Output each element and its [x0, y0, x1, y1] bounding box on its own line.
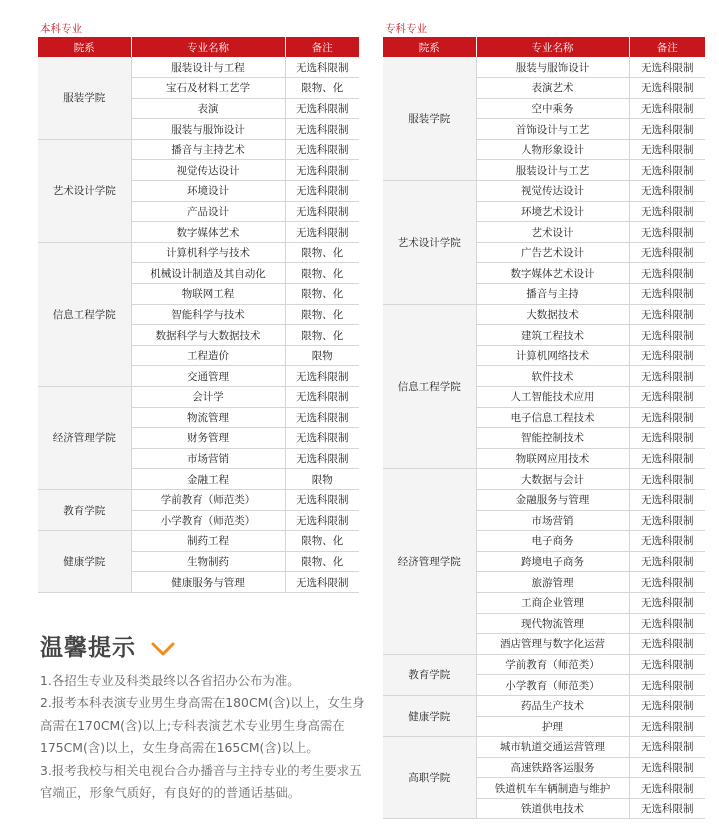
major-name: 现代物流管理: [476, 613, 629, 634]
subject-requirement: 无选科限制: [629, 675, 705, 696]
subject-requirement: 无选科限制: [629, 798, 705, 819]
major-name: 服装设计与工艺: [476, 160, 629, 181]
major-name: 金融服务与管理: [476, 489, 629, 510]
major-name: 工程造价: [131, 345, 285, 366]
table-row: [383, 654, 705, 675]
subject-requirement: 限物、化: [285, 531, 359, 552]
subject-requirement: 无选科限制: [629, 510, 705, 531]
table-row: [383, 469, 705, 490]
subject-requirement: 限物、化: [285, 551, 359, 572]
major-name: 物联网工程: [131, 284, 285, 305]
major-name: 制药工程: [131, 531, 285, 552]
subject-requirement: 无选科限制: [285, 428, 359, 449]
subject-requirement: 无选科限制: [285, 572, 359, 593]
tip-item: 1.各招生专业及科类最终以各省招办公布为准。: [40, 673, 300, 688]
subject-requirement: 无选科限制: [629, 139, 705, 160]
subject-requirement: 无选科限制: [285, 98, 359, 119]
major-name: 宝石及材料工艺学: [131, 78, 285, 99]
college-name: 教育学院: [383, 654, 476, 695]
junior-college-majors-table: [383, 37, 705, 819]
major-name: 金融工程: [131, 469, 285, 490]
major-name: 服装与服饰设计: [476, 57, 629, 78]
tips-list: [40, 670, 365, 804]
major-name: 环境艺术设计: [476, 201, 629, 222]
subject-requirement: 无选科限制: [629, 407, 705, 428]
major-name: 人物形象设计: [476, 139, 629, 160]
header-remark: 备注: [629, 37, 705, 57]
subject-requirement: 无选科限制: [629, 634, 705, 655]
table-row: [38, 57, 359, 78]
table-row: [38, 531, 359, 552]
subject-requirement: 无选科限制: [285, 139, 359, 160]
major-name: 人工智能技术应用: [476, 387, 629, 408]
subject-requirement: 无选科限制: [285, 448, 359, 469]
subject-requirement: 无选科限制: [629, 592, 705, 613]
subject-requirement: 限物、化: [285, 304, 359, 325]
major-name: 生物制药: [131, 551, 285, 572]
major-name: 视觉传达设计: [476, 181, 629, 202]
subject-requirement: 无选科限制: [629, 57, 705, 78]
chevron-down-icon: [150, 641, 176, 657]
table-row: [38, 242, 359, 263]
subject-requirement: 无选科限制: [629, 428, 705, 449]
undergraduate-section-title: 本科专业: [40, 23, 82, 35]
subject-requirement: 限物: [285, 345, 359, 366]
subject-requirement: 限物、化: [285, 284, 359, 305]
table-row: [38, 387, 359, 408]
major-name: 工商企业管理: [476, 592, 629, 613]
major-name: 旅游管理: [476, 572, 629, 593]
college-name: 健康学院: [383, 695, 476, 736]
junior-college-section-title: 专科专业: [385, 23, 427, 35]
major-name: 广告艺术设计: [476, 242, 629, 263]
major-name: 机械设计制造及其自动化: [131, 263, 285, 284]
major-name: 物联网应用技术: [476, 448, 629, 469]
major-name: 智能控制技术: [476, 428, 629, 449]
college-name: 经济管理学院: [38, 387, 131, 490]
table-row: [383, 181, 705, 202]
major-name: 城市轨道交通运营管理: [476, 737, 629, 758]
major-name: 电子商务: [476, 531, 629, 552]
subject-requirement: 无选科限制: [629, 78, 705, 99]
subject-requirement: 无选科限制: [629, 572, 705, 593]
major-name: 交通管理: [131, 366, 285, 387]
college-name: 信息工程学院: [38, 242, 131, 386]
major-name: 艺术设计: [476, 222, 629, 243]
subject-requirement: 无选科限制: [285, 366, 359, 387]
major-name: 大数据与会计: [476, 469, 629, 490]
major-name: 健康服务与管理: [131, 572, 285, 593]
header-college: 院系: [38, 37, 131, 57]
subject-requirement: 无选科限制: [285, 387, 359, 408]
header-remark: 备注: [285, 37, 359, 57]
subject-requirement: 无选科限制: [629, 366, 705, 387]
major-name: 计算机网络技术: [476, 345, 629, 366]
subject-requirement: 无选科限制: [629, 201, 705, 222]
major-name: 数字媒体艺术: [131, 222, 285, 243]
subject-requirement: 无选科限制: [285, 407, 359, 428]
major-name: 市场营销: [131, 448, 285, 469]
table-row: [383, 695, 705, 716]
subject-requirement: 无选科限制: [285, 489, 359, 510]
college-name: 经济管理学院: [383, 469, 476, 654]
college-name: 艺术设计学院: [383, 181, 476, 305]
college-name: 教育学院: [38, 489, 131, 530]
major-name: 服装设计与工程: [131, 57, 285, 78]
major-name: 计算机科学与技术: [131, 242, 285, 263]
header-major-name: 专业名称: [131, 37, 285, 57]
subject-requirement: 无选科限制: [629, 284, 705, 305]
table-header-row: [383, 37, 705, 57]
subject-requirement: 无选科限制: [629, 489, 705, 510]
major-name: 护理: [476, 716, 629, 737]
major-name: 铁道机车车辆制造与维护: [476, 778, 629, 799]
subject-requirement: 无选科限制: [629, 181, 705, 202]
subject-requirement: 限物、化: [285, 78, 359, 99]
major-name: 视觉传达设计: [131, 160, 285, 181]
major-name: 软件技术: [476, 366, 629, 387]
major-name: 物流管理: [131, 407, 285, 428]
major-name: 大数据技术: [476, 304, 629, 325]
subject-requirement: 无选科限制: [285, 160, 359, 181]
major-name: 服装与服饰设计: [131, 119, 285, 140]
subject-requirement: 无选科限制: [629, 387, 705, 408]
subject-requirement: 无选科限制: [629, 222, 705, 243]
subject-requirement: 无选科限制: [285, 222, 359, 243]
subject-requirement: 无选科限制: [629, 757, 705, 778]
subject-requirement: 无选科限制: [629, 325, 705, 346]
major-name: 数据科学与大数据技术: [131, 325, 285, 346]
major-name: 学前教育（师范类）: [131, 489, 285, 510]
tips-title: 温馨提示: [40, 635, 136, 661]
subject-requirement: 无选科限制: [629, 531, 705, 552]
major-name: 表演艺术: [476, 78, 629, 99]
major-name: 建筑工程技术: [476, 325, 629, 346]
table-header-row: [38, 37, 359, 57]
major-name: 空中乘务: [476, 98, 629, 119]
table-row: [38, 489, 359, 510]
college-name: 艺术设计学院: [38, 139, 131, 242]
major-name: 高速铁路客运服务: [476, 757, 629, 778]
header-college: 院系: [383, 37, 476, 57]
subject-requirement: 无选科限制: [629, 242, 705, 263]
subject-requirement: 无选科限制: [629, 654, 705, 675]
subject-requirement: 无选科限制: [629, 160, 705, 181]
subject-requirement: 无选科限制: [629, 98, 705, 119]
major-name: 药品生产技术: [476, 695, 629, 716]
tip-item: 2.报考本科表演专业男生身高需在180CM(含)以上，女生身高需在170CM(含)以上;专科表演艺术专业男生身高需在175CM(含)以上，女生身高需在165CM(含)以上。: [40, 695, 365, 756]
subject-requirement: 无选科限制: [629, 695, 705, 716]
major-name: 铁道供电技术: [476, 798, 629, 819]
major-name: 产品设计: [131, 201, 285, 222]
subject-requirement: 无选科限制: [285, 57, 359, 78]
subject-requirement: 无选科限制: [285, 201, 359, 222]
college-name: 信息工程学院: [383, 304, 476, 469]
subject-requirement: 限物、化: [285, 242, 359, 263]
subject-requirement: 无选科限制: [629, 345, 705, 366]
college-name: 服装学院: [383, 57, 476, 181]
major-name: 小学教育（师范类）: [131, 510, 285, 531]
subject-requirement: 限物、化: [285, 325, 359, 346]
tip-item: 3.报考我校与相关电视台合办播音与主持专业的考生要求五官端正，形象气质好，有良好的的普通话基础。: [40, 762, 362, 801]
college-name: 高职学院: [383, 737, 476, 819]
table-row: [383, 57, 705, 78]
major-name: 智能科学与技术: [131, 304, 285, 325]
subject-requirement: 无选科限制: [629, 613, 705, 634]
subject-requirement: 无选科限制: [285, 119, 359, 140]
major-name: 学前教育（师范类）: [476, 654, 629, 675]
subject-requirement: 限物: [285, 469, 359, 490]
subject-requirement: 无选科限制: [629, 263, 705, 284]
major-name: 小学教育（师范类）: [476, 675, 629, 696]
major-name: 播音与主持艺术: [131, 139, 285, 160]
major-name: 市场营销: [476, 510, 629, 531]
major-name: 酒店管理与数字化运营: [476, 634, 629, 655]
major-name: 会计学: [131, 387, 285, 408]
subject-requirement: 无选科限制: [629, 551, 705, 572]
subject-requirement: 无选科限制: [629, 716, 705, 737]
major-name: 表演: [131, 98, 285, 119]
major-name: 首饰设计与工艺: [476, 119, 629, 140]
subject-requirement: 无选科限制: [629, 119, 705, 140]
college-name: 健康学院: [38, 531, 131, 593]
major-name: 电子信息工程技术: [476, 407, 629, 428]
subject-requirement: 无选科限制: [629, 778, 705, 799]
undergraduate-majors-table: [38, 37, 359, 593]
subject-requirement: 无选科限制: [629, 737, 705, 758]
major-name: 数字媒体艺术设计: [476, 263, 629, 284]
table-row: [383, 304, 705, 325]
major-name: 财务管理: [131, 428, 285, 449]
college-name: 服装学院: [38, 57, 131, 139]
table-row: [383, 737, 705, 758]
subject-requirement: 无选科限制: [629, 469, 705, 490]
major-name: 跨境电子商务: [476, 551, 629, 572]
subject-requirement: 无选科限制: [285, 510, 359, 531]
table-row: [38, 139, 359, 160]
header-major-name: 专业名称: [476, 37, 629, 57]
major-name: 环境设计: [131, 181, 285, 202]
subject-requirement: 无选科限制: [629, 448, 705, 469]
subject-requirement: 限物、化: [285, 263, 359, 284]
subject-requirement: 无选科限制: [285, 181, 359, 202]
major-name: 播音与主持: [476, 284, 629, 305]
subject-requirement: 无选科限制: [629, 304, 705, 325]
